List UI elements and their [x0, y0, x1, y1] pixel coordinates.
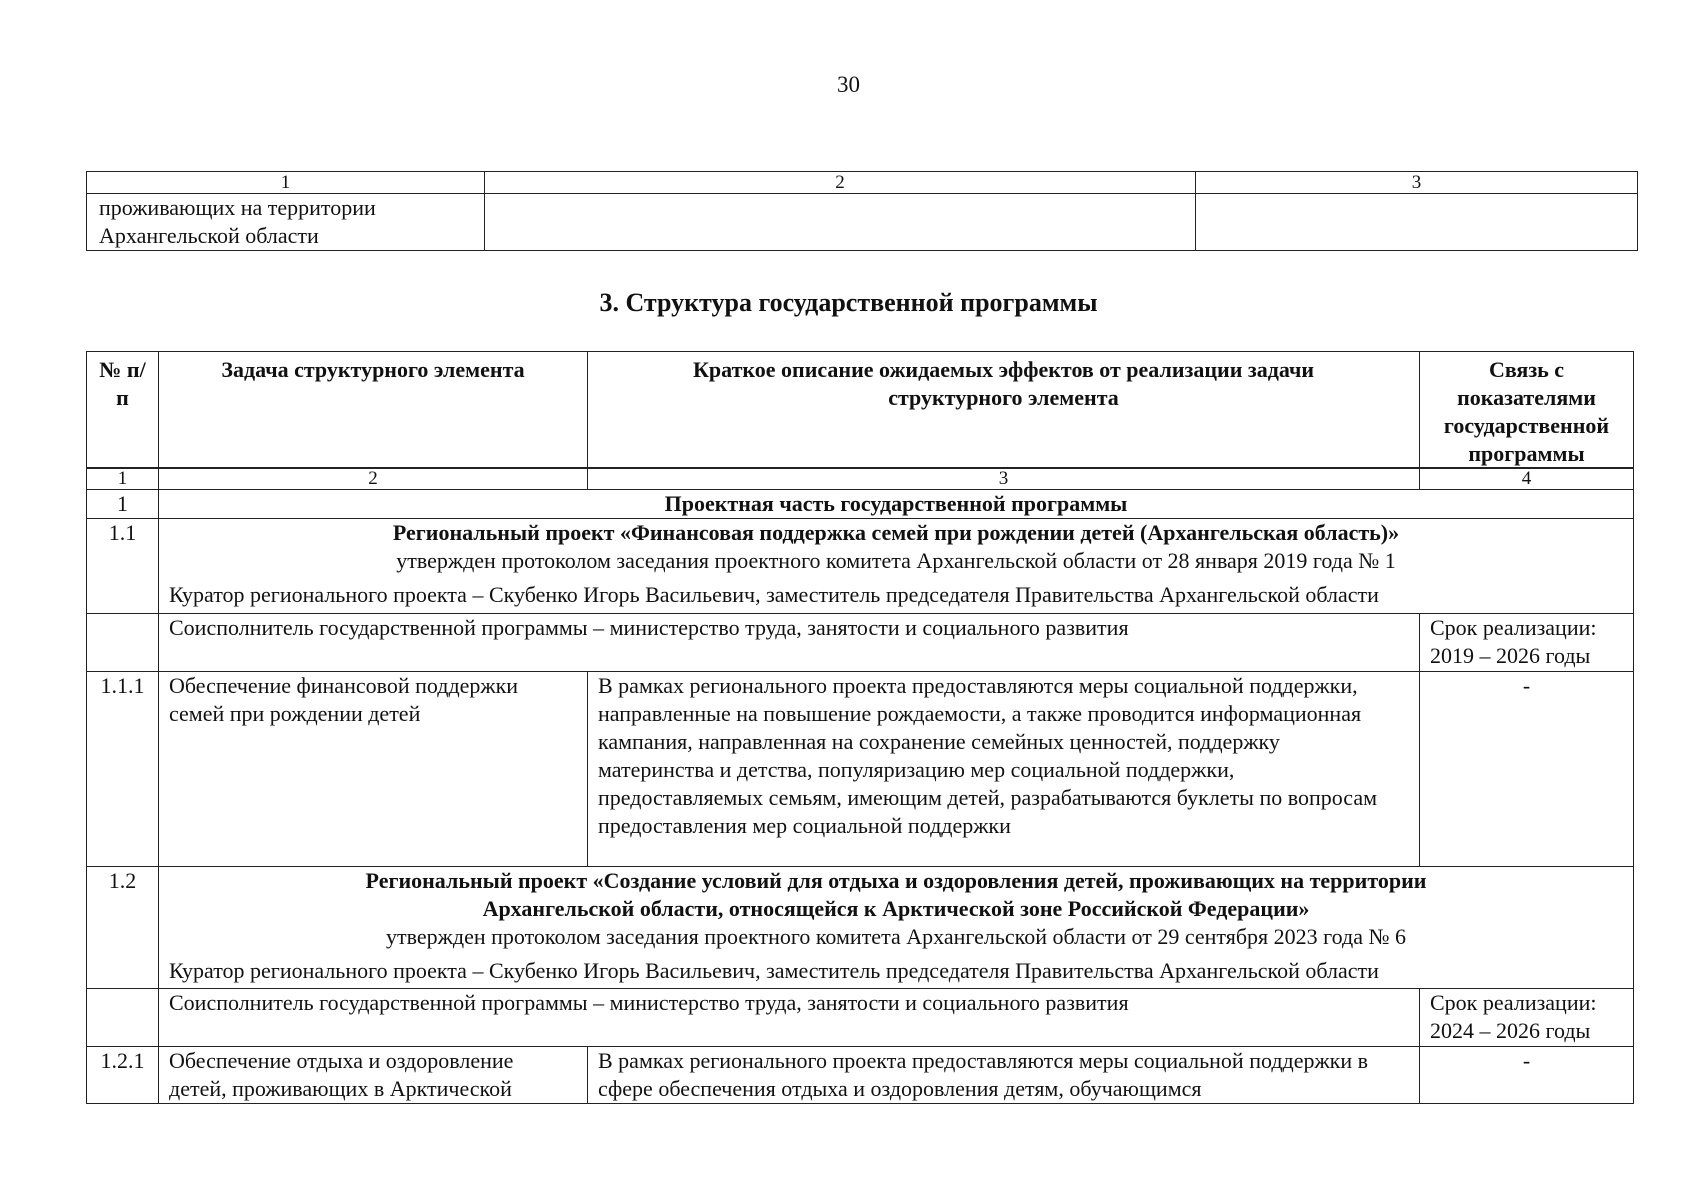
row-number: 1.1.1 [87, 672, 159, 867]
coexecutor-row [87, 614, 1634, 672]
section-row-title: Проектная часть государственной программы [159, 490, 1634, 519]
column-numbers-row [87, 172, 1638, 194]
term-label: Срок реализации: [1430, 990, 1597, 1015]
column-number: 1 [87, 468, 159, 490]
project-row [87, 519, 1634, 614]
column-number: 1 [87, 172, 485, 194]
table-cell [1196, 194, 1638, 251]
project-info [159, 519, 1634, 614]
column-numbers-row [87, 468, 1634, 490]
project-row [87, 867, 1634, 989]
row-number: 1.2 [87, 867, 159, 989]
project-curator: Куратор регионального проекта – Скубенко Игорь Васильевич, заместитель председателя Правительства Архангельской области [169, 958, 1379, 983]
table-cell [485, 194, 1196, 251]
task-name: Обеспечение финансовой поддержки семей при рождении детей [159, 672, 588, 867]
project-approval: утвержден протоколом заседания проектного комитета Архангельской области от 28 января 2019 года № 1 [396, 548, 1396, 573]
column-number: 2 [485, 172, 1196, 194]
task-name: Обеспечение отдыха и оздоровление детей, проживающих в Арктической [159, 1047, 588, 1104]
row-number: 1 [87, 490, 159, 519]
project-approval: утвержден протоколом заседания проектного комитета Архангельской области от 29 сентября 2023 года № 6 [386, 924, 1406, 949]
column-number: 3 [1196, 172, 1638, 194]
structure-table-header [86, 351, 1634, 469]
header-description: Краткое описание ожидаемых эффектов от реализации задачи структурного элемента [588, 352, 1420, 469]
header-task: Задача структурного элемента [159, 352, 588, 469]
task-indicator-link: - [1420, 1047, 1634, 1104]
section-row [87, 490, 1634, 519]
header-number: № п/п [87, 352, 159, 469]
row-number: 1.1 [87, 519, 159, 614]
term-cell [1420, 614, 1634, 672]
structure-table [86, 467, 1634, 1104]
header-indicators: Связь с показателями государственной программы [1420, 352, 1634, 469]
column-number: 4 [1420, 468, 1634, 490]
project-curator: Куратор регионального проекта – Скубенко Игорь Васильевич, заместитель председателя Правительства Архангельской области [169, 582, 1379, 607]
term-cell [1420, 989, 1634, 1047]
coexecutor-text: Соисполнитель государственной программы – министерство труда, занятости и социального развития [159, 989, 1420, 1047]
task-indicator-link: - [1420, 672, 1634, 867]
task-row [87, 1047, 1634, 1104]
term-value: 2019 – 2026 годы [1430, 643, 1591, 668]
column-number: 2 [159, 468, 588, 490]
column-number: 3 [588, 468, 1420, 490]
section-title: 3. Структура государственной программы [599, 288, 1098, 317]
term-label: Срок реализации: [1430, 615, 1597, 640]
row-number: 1.2.1 [87, 1047, 159, 1104]
project-title: Региональный проект «Финансовая поддержка семей при рождении детей (Архангельская область)» [392, 520, 1400, 545]
coexecutor-row [87, 989, 1634, 1047]
coexecutor-text: Соисполнитель государственной программы – министерство труда, занятости и социального развития [159, 614, 1420, 672]
task-row [87, 672, 1634, 867]
table-cell: проживающих на территории Архангельской области [87, 194, 485, 251]
term-value: 2024 – 2026 годы [1430, 1018, 1591, 1043]
task-description: В рамках регионального проекта предоставляются меры социальной поддержки в сфере обеспечения отдыха и оздоровления детям, обучающимся [588, 1047, 1420, 1104]
continuation-table [86, 171, 1638, 251]
project-info [159, 867, 1634, 989]
project-title: Региональный проект «Создание условий для отдыха и оздоровления детей, проживающих на территории Архангельской области, относящейся к Арктической зоне Российской Федерации» [365, 868, 1427, 921]
task-description: В рамках регионального проекта предоставляются меры социальной поддержки, направленные на повышение рождаемости, а также проводится информационная кампания, направленная на сохранение семейных ценностей, поддержку материнства и детства, популяризацию мер социальной поддержки, предоставляемых семьям, имеющим детей, разрабатываются буклеты по вопросам предоставления мер социальной поддержки [588, 672, 1420, 867]
page-number: 30 [837, 72, 860, 97]
table-row [87, 194, 1638, 251]
